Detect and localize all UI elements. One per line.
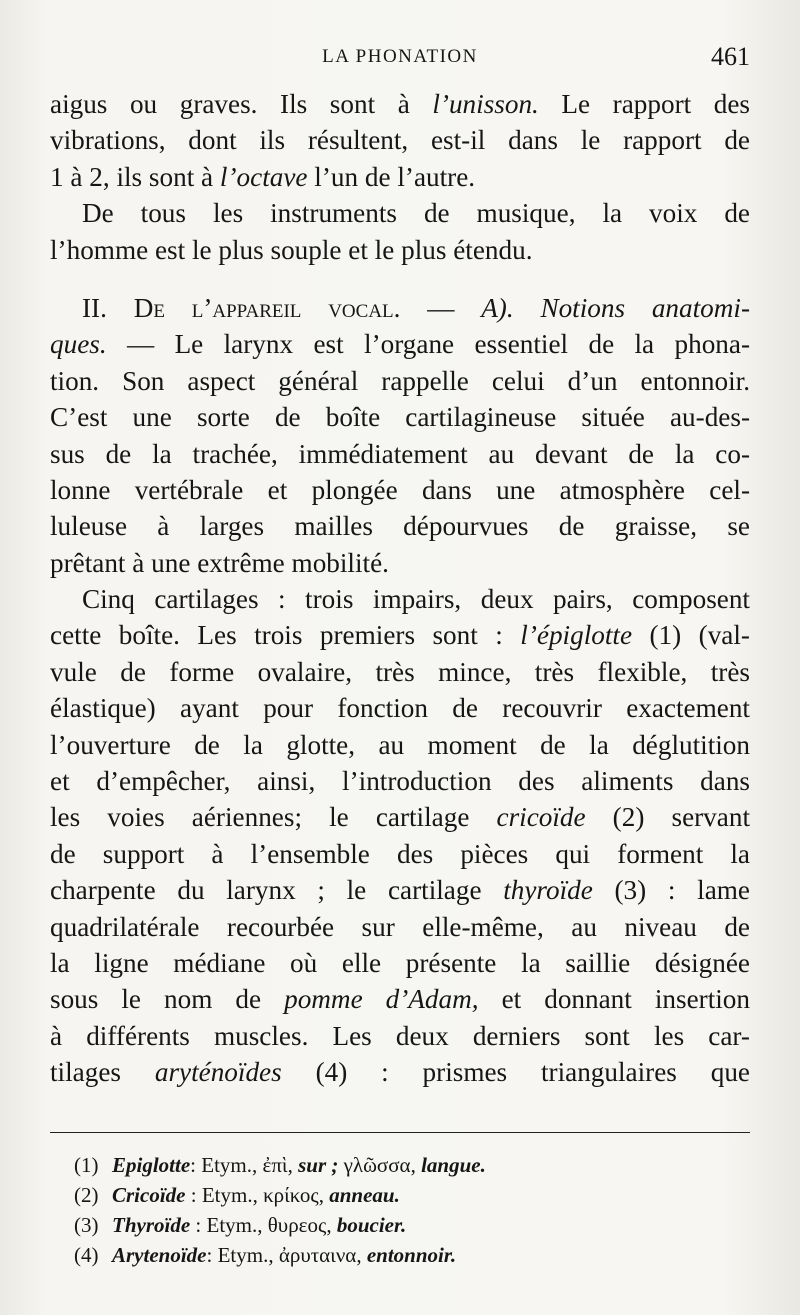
footnote-term: Arytenoïde xyxy=(112,1243,207,1267)
footnote-etym: : Etym., xyxy=(185,1183,264,1207)
italic-text: l’épiglotte xyxy=(520,620,633,651)
footnote-greek-2: γλῶσσα xyxy=(343,1153,411,1177)
text-line: lonne vertébrale et plongée dans une atmosphère cel- xyxy=(50,474,750,505)
footnote-separator: , xyxy=(356,1243,367,1267)
section-heading-line xyxy=(50,290,750,326)
footnote-greek: ἐπὶ xyxy=(262,1153,288,1177)
page-number: 461 xyxy=(711,42,750,71)
footnote-separator-2: , xyxy=(410,1153,422,1177)
body-text xyxy=(50,86,750,1091)
text-line: prêtant à une extrême mobilité. xyxy=(50,547,389,578)
footnote-etym: : Etym., xyxy=(190,1153,263,1177)
footnote-separator: , xyxy=(326,1213,337,1237)
footnote-meaning: boucier. xyxy=(336,1213,407,1237)
footnote-greek: θυρεος xyxy=(267,1213,327,1237)
footnote-separator: , xyxy=(287,1153,299,1177)
text-line: cette boîte. Les trois premiers sont : l’épiglotte (1) (val- xyxy=(50,620,750,651)
italic-text: l’unisson. xyxy=(432,89,539,119)
italic-text: cricoïde xyxy=(496,802,586,833)
text-line: et d’empêcher, ainsi, l’introduction des aliments dans xyxy=(50,766,750,797)
text-line: de support à l’ensemble des pièces qui forment la xyxy=(50,838,750,869)
text-line: 1 à 2, ils sont à l’octave l’un de l’autre. xyxy=(50,161,476,192)
text-line: les voies aériennes; le cartilage cricoïde (2) servant xyxy=(50,802,750,833)
page-header xyxy=(50,42,750,78)
text-line: vibrations, dont ils résultent, est-il dans le rapport de xyxy=(50,125,750,156)
footnote xyxy=(74,1150,750,1180)
footnote-etym: : Etym., xyxy=(206,1243,279,1267)
footnote-term: Cricoïde xyxy=(112,1183,186,1207)
text-line: tion. Son aspect général rappelle celui d’un entonnoir. xyxy=(50,365,750,396)
text-line: luleuse à larges mailles dépourvues de graisse, se xyxy=(50,511,750,542)
footnote-number: (3) xyxy=(74,1213,99,1237)
footnote-term: Thyroïde xyxy=(112,1213,191,1237)
text-line: aigus ou graves. Ils sont à l’unisson. Le rapport des xyxy=(50,89,750,119)
text-line: tilages aryténoïdes (4) : prismes triangulaires que xyxy=(50,1057,750,1088)
footnote-rule xyxy=(50,1132,750,1133)
italic-text: aryténoïdes xyxy=(154,1057,282,1088)
footnote-meaning: langue. xyxy=(421,1153,486,1177)
text-line: C’est une sorte de boîte cartilagineuse située au-des- xyxy=(50,402,750,433)
footnote xyxy=(74,1180,750,1210)
text-line: quadrilatérale recourbée sur elle-même, au niveau de xyxy=(50,911,750,942)
text-line: l’homme est le plus souple et le plus étendu. xyxy=(50,234,533,265)
small-caps-text: II. De l’appareil vocal. — xyxy=(82,292,482,323)
footnote-number: (2) xyxy=(74,1183,99,1207)
text-line: sous le nom de pomme d’Adam, et donnant insertion xyxy=(50,984,750,1015)
text-line: Cinq cartilages : trois impairs, deux pairs, composent xyxy=(82,584,750,615)
text-line: vule de forme ovalaire, très mince, très flexible, très xyxy=(50,656,750,687)
text-line: à différents muscles. Les deux derniers sont les car- xyxy=(50,1020,750,1051)
text-line: élastique) ayant pour fonction de recouvrir exactement xyxy=(50,693,750,724)
footnote xyxy=(74,1240,750,1270)
italic-text: pomme d’Adam, xyxy=(284,984,479,1015)
italic-text: ques. xyxy=(50,329,107,360)
text-line: De tous les instruments de musique, la voix de xyxy=(82,198,750,229)
italic-text: l’octave xyxy=(219,161,308,192)
text-line: charpente du larynx ; le cartilage thyroïde (3) : lame xyxy=(50,875,750,906)
running-title: LA PHONATION xyxy=(322,46,478,67)
footnote-number: (1) xyxy=(74,1153,99,1177)
footnote-meaning: anneau. xyxy=(329,1183,400,1207)
footnote-separator: , xyxy=(318,1183,330,1207)
text-line: l’ouverture de la glotte, au moment de la déglutition xyxy=(50,729,750,760)
footnote-number: (4) xyxy=(74,1243,99,1267)
footnote-meaning: entonnoir. xyxy=(366,1243,457,1267)
footnotes xyxy=(74,1150,750,1270)
footnote-greek: κρίκος xyxy=(263,1183,319,1207)
italic-text: A). Notions anatomi- xyxy=(481,292,751,323)
text-line: la ligne médiane où elle présente la saillie désignée xyxy=(50,947,750,978)
footnote-etym: : Etym., xyxy=(190,1213,268,1237)
footnote-greek: ἀρυταινα xyxy=(278,1243,357,1267)
italic-text: thyroïde xyxy=(503,875,593,906)
text-line: ques. — Le larynx est l’organe essentiel de la phona- xyxy=(50,329,750,360)
footnote xyxy=(74,1210,750,1240)
footnote-term: Epiglotte xyxy=(112,1153,191,1177)
text-line: sus de la trachée, immédiatement au devant de la co- xyxy=(50,438,750,469)
footnote-gloss: sur ; xyxy=(298,1153,344,1177)
